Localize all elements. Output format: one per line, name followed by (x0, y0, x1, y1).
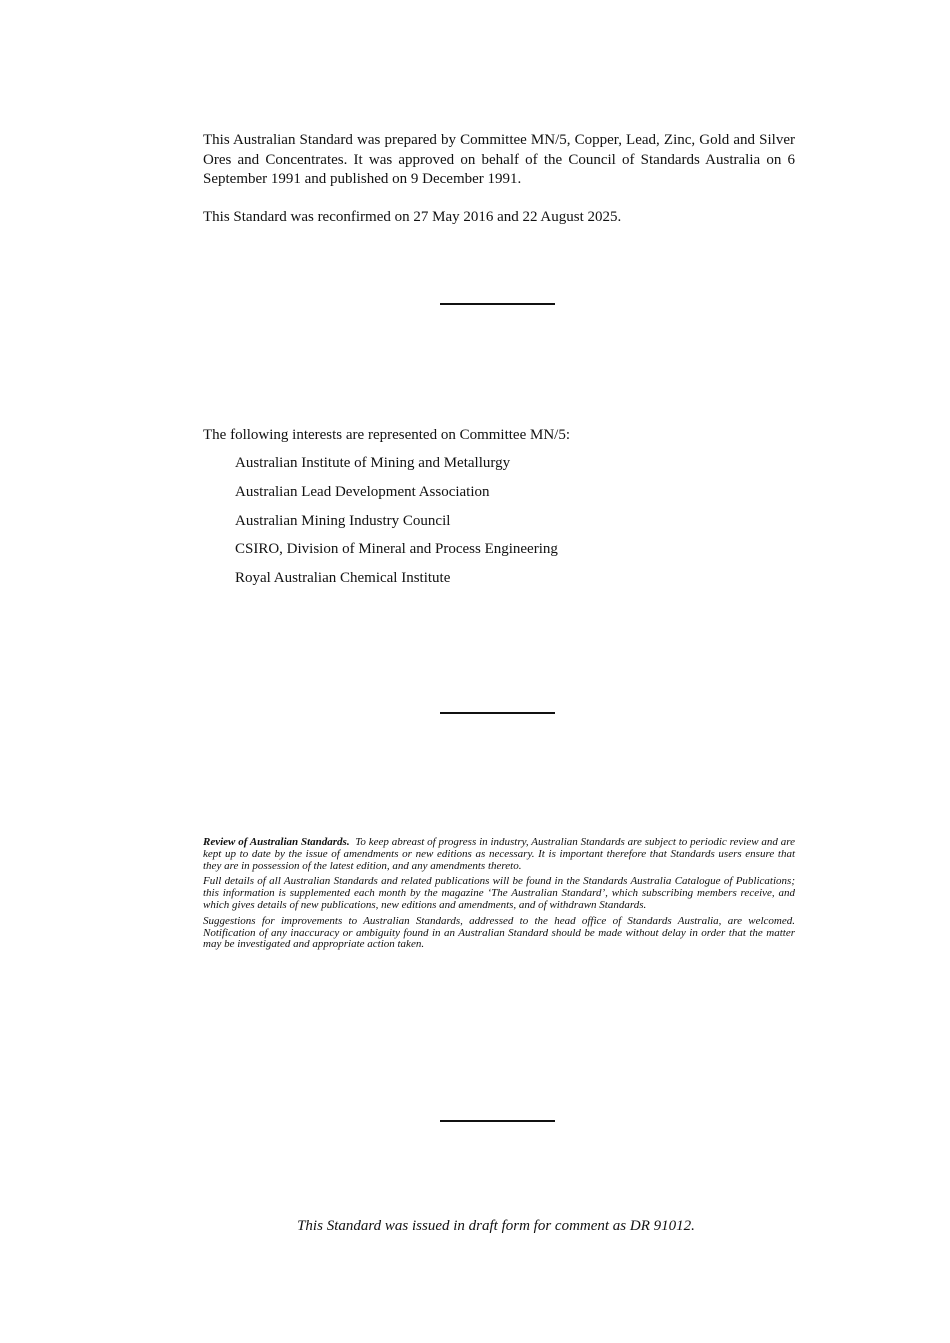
committee-heading: The following interests are represented on Committee MN/5: (203, 427, 570, 443)
committee-member: Australian Lead Development Association (235, 483, 490, 500)
committee-member-list (235, 454, 558, 598)
reconfirmation-text: This Standard was reconfirmed on 27 May 2016 and 22 August 2025. (203, 209, 622, 225)
committee-member: CSIRO, Division of Mineral and Process Engineering (235, 541, 558, 558)
review-lead: Review of Australian Standards. (203, 836, 350, 848)
divider-rule (440, 303, 555, 305)
review-paragraph-3: Suggestions for improvements to Australian Standards, addressed to the head office of Standards Australia, are welcomed. Notification of any inaccuracy or ambiguity found in an Australian Standard should be made without delay in order that the matter may be investigated and appropriate action taken. (203, 914, 795, 951)
approval-paragraph: This Australian Standard was prepared by Committee MN/5, Copper, Lead, Zinc, Gold and Silver Ores and Concentrates. It was approved on behalf of the Council of Standards Australia on 6 September 1991 and published on 9 December 1991. (203, 132, 795, 187)
committee-member: Royal Australian Chemical Institute (235, 570, 451, 587)
review-paragraph-1 (203, 837, 795, 872)
divider-rule (440, 712, 555, 714)
committee-member: Australian Mining Industry Council (235, 512, 451, 529)
review-paragraph-2: Full details of all Australian Standards and related publications will be found in the Standards Australia Catalogue of Publications; this information is supplemented each month by the magazine ‘The Australian Standard’, which subscribing members receive, and which gives details of new publications, new editions and amendments, and of withdrawn Standards. (203, 875, 795, 911)
review-paragraph-1-text: To keep abreast of progress in industry, Australian Standards are subject to periodic review and are kept up to date by the issue of amendments or new editions as necessary. It is important therefore that Standards users ensure that they are in possession of the latest edition, and any amendments thereto. (203, 836, 795, 872)
divider-rule (440, 1120, 555, 1122)
review-notice (203, 837, 795, 955)
committee-member: Australian Institute of Mining and Metallurgy (235, 455, 511, 471)
draft-note: This Standard was issued in draft form for comment as DR 91012. (297, 1218, 695, 1234)
